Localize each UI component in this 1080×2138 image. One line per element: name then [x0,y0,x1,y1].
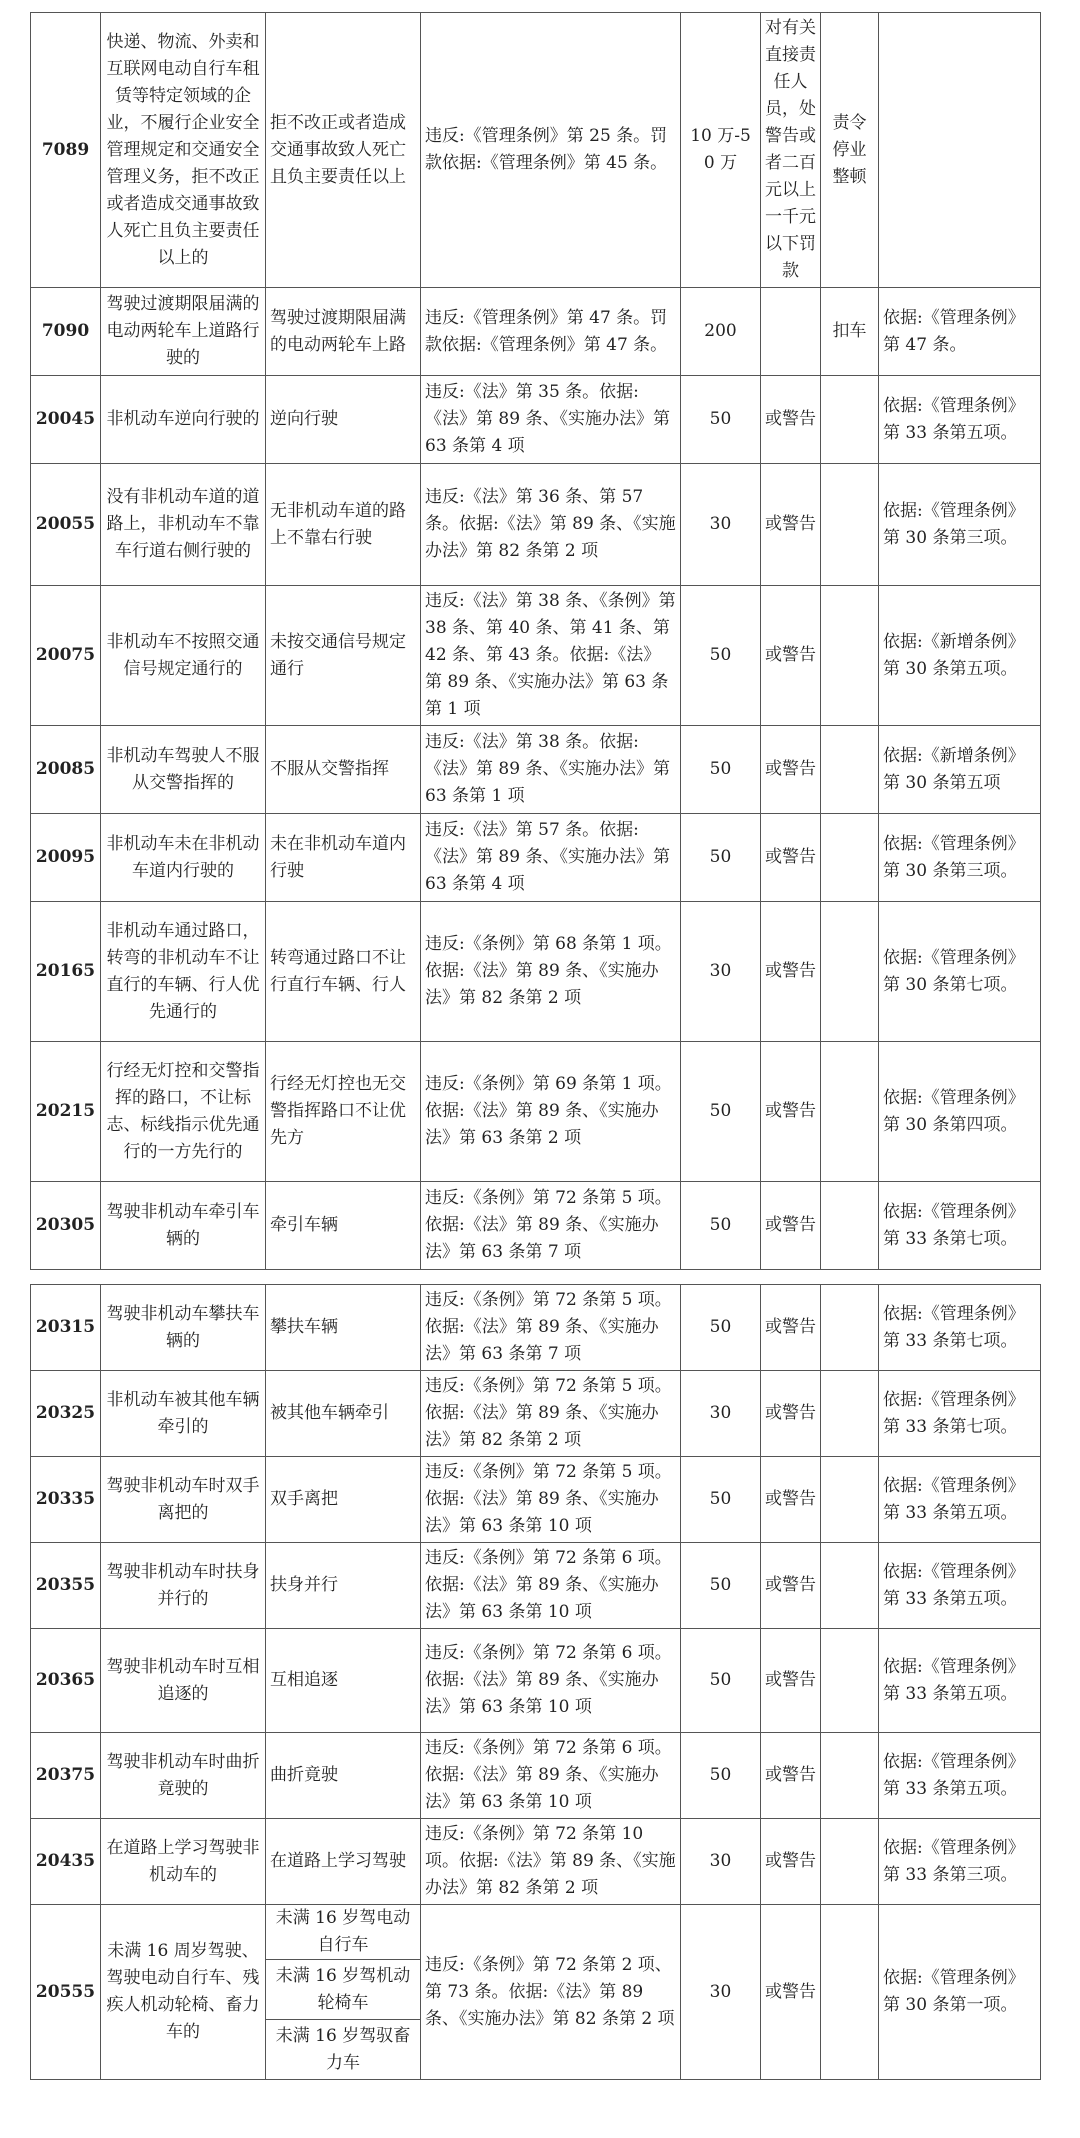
violation-code: 20165 [31,902,101,1042]
short-action: 不服从交警指挥 [266,726,421,814]
violation-code: 20315 [31,1285,101,1371]
table-row [31,814,1041,902]
additional-measure [821,726,879,814]
violation-code: 20335 [31,1457,101,1543]
legal-basis: 违反:《条例》第 72 条第 6 项。依据:《法》第 89 条、《实施办法》第 63 条第 10 项 [421,1733,681,1819]
fine-amount: 50 [681,1042,761,1182]
violation-description: 未满 16 周岁驾驶、驾驶电动自行车、残疾人机动轮椅、畜力车的 [101,1905,266,2080]
regulation-reference [879,13,1041,288]
fine-amount: 50 [681,814,761,902]
short-action: 未按交通信号规定通行 [266,586,421,726]
legal-basis: 违反:《条例》第 72 条第 5 项。依据:《法》第 89 条、《实施办法》第 82 条第 2 项 [421,1371,681,1457]
table-row [31,1371,1041,1457]
regulation-reference: 依据:《管理条例》第 33 条第五项。 [879,376,1041,464]
violation-description: 非机动车不按照交通信号规定通行的 [101,586,266,726]
violation-code: 20215 [31,1042,101,1182]
legal-basis: 违反:《法》第 38 条。依据:《法》第 89 条、《实施办法》第 63 条第 1 项 [421,726,681,814]
legal-basis: 违反:《条例》第 72 条第 5 项。依据:《法》第 89 条、《实施办法》第 63 条第 7 项 [421,1285,681,1371]
additional-measure [821,1371,879,1457]
alternative-penalty: 或警告 [761,464,821,586]
table-row [31,902,1041,1042]
short-action-sub: 未满 16 岁驾机动轮椅车 [266,1960,421,2020]
fine-amount: 200 [681,288,761,376]
alternative-penalty: 或警告 [761,1042,821,1182]
fine-amount: 50 [681,586,761,726]
table-row [31,1285,1041,1371]
table-row [31,1905,1041,1960]
regulation-reference: 依据:《管理条例》第 33 条第三项。 [879,1819,1041,1905]
fine-amount: 50 [681,1182,761,1270]
additional-measure [821,376,879,464]
additional-measure [821,1733,879,1819]
alternative-penalty: 或警告 [761,814,821,902]
regulation-reference: 依据:《管理条例》第 30 条第四项。 [879,1042,1041,1182]
violation-table-part-2 [30,1284,1041,2080]
legal-basis: 违反:《管理条例》第 47 条。罚款依据:《管理条例》第 47 条。 [421,288,681,376]
regulation-reference: 依据:《管理条例》第 33 条第五项。 [879,1733,1041,1819]
violation-description: 驾驶非机动车牵引车辆的 [101,1182,266,1270]
table-row [31,288,1041,376]
legal-basis: 违反:《条例》第 72 条第 6 项。依据:《法》第 89 条、《实施办法》第 63 条第 10 项 [421,1543,681,1629]
table-row [31,726,1041,814]
additional-measure [821,464,879,586]
table-row [31,586,1041,726]
alternative-penalty: 或警告 [761,376,821,464]
regulation-reference: 依据:《管理条例》第 30 条第七项。 [879,902,1041,1042]
violation-code: 20085 [31,726,101,814]
table-row [31,13,1041,288]
alternative-penalty: 或警告 [761,1543,821,1629]
regulation-reference: 依据:《管理条例》第 30 条第一项。 [879,1905,1041,2080]
fine-amount: 30 [681,1371,761,1457]
violation-description: 非机动车未在非机动车道内行驶的 [101,814,266,902]
fine-amount: 30 [681,902,761,1042]
additional-measure [821,1819,879,1905]
violation-description: 驾驶过渡期限届满的电动两轮车上道路行驶的 [101,288,266,376]
violation-code: 20095 [31,814,101,902]
regulation-reference: 依据:《新增条例》第 30 条第五项。 [879,586,1041,726]
short-action-sub: 未满 16 岁驾电动自行车 [266,1905,421,1960]
alternative-penalty: 或警告 [761,1457,821,1543]
short-action: 拒不改正或者造成交通事故致人死亡且负主要责任以上 [266,13,421,288]
alternative-penalty: 或警告 [761,1733,821,1819]
regulation-reference: 依据:《管理条例》第 30 条第三项。 [879,814,1041,902]
violation-description: 驾驶非机动车时互相追逐的 [101,1629,266,1733]
short-action: 攀扶车辆 [266,1285,421,1371]
legal-basis: 违反:《条例》第 72 条第 10 项。依据:《法》第 89 条、《实施办法》第 82 条第 2 项 [421,1819,681,1905]
violation-code: 7089 [31,13,101,288]
fine-amount: 50 [681,1733,761,1819]
violation-table-part-1 [30,12,1041,1270]
violation-description: 非机动车逆向行驶的 [101,376,266,464]
legal-basis: 违反:《管理条例》第 25 条。罚款依据:《管理条例》第 45 条。 [421,13,681,288]
additional-measure [821,814,879,902]
short-action: 曲折竟驶 [266,1733,421,1819]
short-action: 扶身并行 [266,1543,421,1629]
regulation-reference: 依据:《管理条例》第 30 条第三项。 [879,464,1041,586]
legal-basis: 违反:《法》第 57 条。依据:《法》第 89 条、《实施办法》第 63 条第 4 项 [421,814,681,902]
table-2-body [31,1285,1041,2080]
table-1-body [31,13,1041,1270]
legal-basis: 违反:《法》第 38 条、《条例》第 38 条、第 40 条、第 41 条、第 42 条、第 43 条。依据:《法》第 89 条、《实施办法》第 63 条第 1 项 [421,586,681,726]
additional-measure: 扣车 [821,288,879,376]
table-row [31,1819,1041,1905]
alternative-penalty: 或警告 [761,1285,821,1371]
short-action: 无非机动车道的路上不靠右行驶 [266,464,421,586]
legal-basis: 违反:《条例》第 68 条第 1 项。依据:《法》第 89 条、《实施办法》第 82 条第 2 项 [421,902,681,1042]
legal-basis: 违反:《条例》第 72 条第 2 项、第 73 条。依据:《法》第 89 条、《实施办法》第 82 条第 2 项 [421,1905,681,2080]
violation-code: 20555 [31,1905,101,2080]
fine-amount: 50 [681,726,761,814]
violation-code: 20355 [31,1543,101,1629]
short-action: 未在非机动车道内行驶 [266,814,421,902]
violation-description: 行经无灯控和交警指挥的路口，不让标志、标线指示优先通行的一方先行的 [101,1042,266,1182]
table-row [31,1457,1041,1543]
violation-code: 20325 [31,1371,101,1457]
regulation-reference: 依据:《管理条例》第 33 条第五项。 [879,1457,1041,1543]
alternative-penalty: 或警告 [761,1905,821,2080]
short-action: 被其他车辆牵引 [266,1371,421,1457]
violation-description: 驾驶非机动车时扶身并行的 [101,1543,266,1629]
regulation-reference: 依据:《管理条例》第 33 条第七项。 [879,1285,1041,1371]
violation-code: 20305 [31,1182,101,1270]
alternative-penalty: 或警告 [761,1371,821,1457]
table-row [31,464,1041,586]
alternative-penalty: 或警告 [761,586,821,726]
short-action: 互相追逐 [266,1629,421,1733]
short-action: 转弯通过路口不让行直行车辆、行人 [266,902,421,1042]
violation-description: 驾驶非机动车时双手离把的 [101,1457,266,1543]
violation-code: 20055 [31,464,101,586]
violation-code: 20365 [31,1629,101,1733]
table-row [31,1042,1041,1182]
short-action: 在道路上学习驾驶 [266,1819,421,1905]
violation-description: 快递、物流、外卖和互联网电动自行车租赁等特定领域的企业，不履行企业安全管理规定和交通安全管理义务，拒不改正或者造成交通事故致人死亡且负主要责任以上的 [101,13,266,288]
violation-code: 20375 [31,1733,101,1819]
legal-basis: 违反:《条例》第 72 条第 5 项。依据:《法》第 89 条、《实施办法》第 63 条第 10 项 [421,1457,681,1543]
fine-amount: 30 [681,1819,761,1905]
short-action: 逆向行驶 [266,376,421,464]
regulation-reference: 依据:《管理条例》第 33 条第五项。 [879,1629,1041,1733]
additional-measure [821,1629,879,1733]
violation-code: 20045 [31,376,101,464]
fine-amount: 50 [681,376,761,464]
fine-amount: 50 [681,1629,761,1733]
violation-description: 非机动车通过路口，转弯的非机动车不让直行的车辆、行人优先通行的 [101,902,266,1042]
short-action: 牵引车辆 [266,1182,421,1270]
table-row [31,1733,1041,1819]
violation-description: 在道路上学习驾驶非机动车的 [101,1819,266,1905]
regulation-reference: 依据:《管理条例》第 33 条第七项。 [879,1182,1041,1270]
alternative-penalty: 或警告 [761,726,821,814]
legal-basis: 违反:《法》第 35 条。依据:《法》第 89 条、《实施办法》第 63 条第 4 项 [421,376,681,464]
additional-measure: 责令停业整顿 [821,13,879,288]
violation-code: 20435 [31,1819,101,1905]
regulation-reference: 依据:《管理条例》第 33 条第七项。 [879,1371,1041,1457]
fine-amount: 30 [681,464,761,586]
violation-description: 没有非机动车道的道路上，非机动车不靠车行道右侧行驶的 [101,464,266,586]
short-action: 驾驶过渡期限届满的电动两轮车上路 [266,288,421,376]
additional-measure [821,1905,879,2080]
fine-amount: 10 万-50 万 [681,13,761,288]
additional-measure [821,1285,879,1371]
additional-measure [821,902,879,1042]
additional-measure [821,1543,879,1629]
table-row [31,1629,1041,1733]
short-action: 双手离把 [266,1457,421,1543]
alternative-penalty: 或警告 [761,1182,821,1270]
alternative-penalty: 或警告 [761,1819,821,1905]
alternative-penalty: 或警告 [761,902,821,1042]
violation-code: 7090 [31,288,101,376]
additional-measure [821,586,879,726]
legal-basis: 违反:《条例》第 72 条第 5 项。依据:《法》第 89 条、《实施办法》第 63 条第 7 项 [421,1182,681,1270]
violation-description: 驾驶非机动车时曲折竟驶的 [101,1733,266,1819]
additional-measure [821,1457,879,1543]
fine-amount: 50 [681,1543,761,1629]
violation-description: 驾驶非机动车攀扶车辆的 [101,1285,266,1371]
table-row [31,1182,1041,1270]
fine-amount: 50 [681,1285,761,1371]
table-row [31,1543,1041,1629]
legal-basis: 违反:《条例》第 69 条第 1 项。依据:《法》第 89 条、《实施办法》第 63 条第 2 项 [421,1042,681,1182]
short-action-sub: 未满 16 岁驾驭畜力车 [266,2020,421,2080]
fine-amount: 30 [681,1905,761,2080]
additional-measure [821,1042,879,1182]
regulation-reference: 依据:《管理条例》第 33 条第五项。 [879,1543,1041,1629]
violation-code: 20075 [31,586,101,726]
short-action: 行经无灯控也无交警指挥路口不让优先方 [266,1042,421,1182]
legal-basis: 违反:《法》第 36 条、第 57 条。依据:《法》第 89 条、《实施办法》第 82 条第 2 项 [421,464,681,586]
legal-basis: 违反:《条例》第 72 条第 6 项。依据:《法》第 89 条、《实施办法》第 63 条第 10 项 [421,1629,681,1733]
table-row [31,376,1041,464]
violation-description: 非机动车被其他车辆牵引的 [101,1371,266,1457]
regulation-reference: 依据:《新增条例》第 30 条第五项 [879,726,1041,814]
alternative-penalty [761,288,821,376]
additional-measure [821,1182,879,1270]
regulation-reference: 依据:《管理条例》第 47 条。 [879,288,1041,376]
alternative-penalty: 或警告 [761,1629,821,1733]
alternative-penalty: 对有关直接责任人员，处警告或者二百元以上一千元以下罚款 [761,13,821,288]
fine-amount: 50 [681,1457,761,1543]
violation-description: 非机动车驾驶人不服从交警指挥的 [101,726,266,814]
